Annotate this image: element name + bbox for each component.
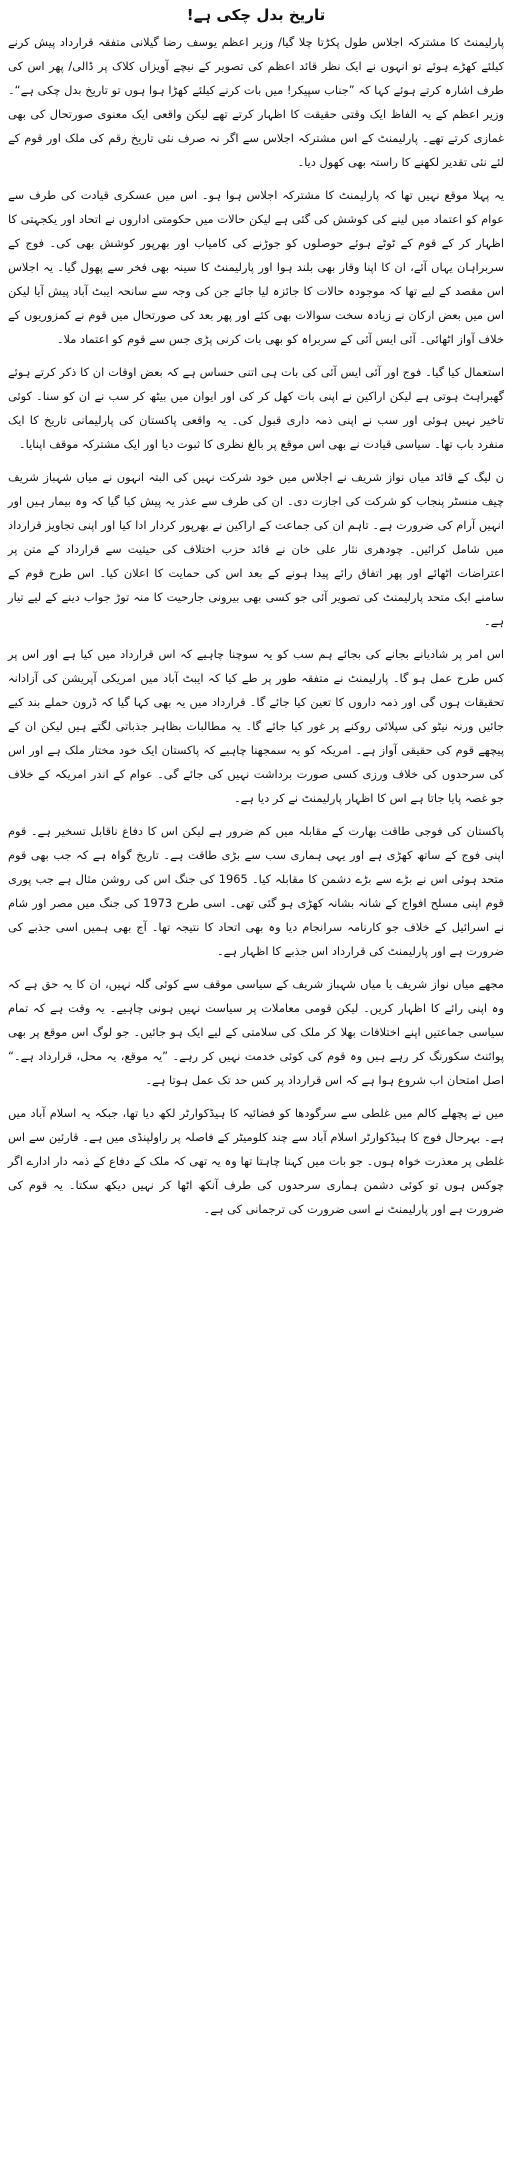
article-paragraph: ن لیگ کے قائد میاں نواز شریف نے اجلاس میں خود شرکت نہیں کی البتہ انہوں نے میاں شہباز شریف چیف منسٹر پنجاب کو شرکت کی اجازت دی۔ ان کی طرف سے عذر یہ پیش کیا گیا کہ وہ بیمار ہیں اور انہیں آرام کی ضرورت ہے۔ تاہم ان کی جماعت کے اراکین نے بھرپور کردار ادا کیا اور اپنی تجاویز قرارداد میں شامل کرائیں۔ چودھری نثار علی خان نے قائد حزب اختلاف کی حیثیت سے قرارداد کے متن پر اعتراضات اٹھائے اور پھر اتفاق رائے پیدا ہونے کے بعد اس کی حمایت کا اعلان کیا۔ اس طرح قوم کے سامنے ایک متحد پارلیمنٹ کی تصویر آئی جو کسی بھی بیرونی جارحیت کا منہ توڑ جواب دینے کے لیے تیار ہے۔ <box>8 470 504 628</box>
article-paragraph: استعمال کیا گیا۔ فوج اور آئی ایس آئی کی بات ہی اتنی حساس ہے کہ بعض اوقات ان کا ذکر کرتے ہوئے گھبراہٹ ہوتی ہے لیکن اراکین نے اپنی بات کھل کر کی اور ایوان میں بیٹھ کر سب نے ان کو سنا۔ کوئی تاخیر نہیں ہوئی اور سب نے اپنی ذمہ داری قبول کی۔ یہ واقعی پاکستان کی پارلیمانی تاریخ کا ایک منفرد باب تھا۔ سیاسی قیادت نے بھی اس موقع پر بالغ نظری کا ثبوت دیا اور ایک مشترکہ موقف اپنایا۔ <box>8 365 504 451</box>
article-paragraph: میں نے پچھلے کالم میں غلطی سے سرگودھا کو فضائیہ کا ہیڈکوارٹر لکھ دیا تھا، جبکہ یہ اسلام آباد میں ہے۔ بہرحال فوج کا ہیڈکوارٹر اسلام آباد سے چند کلومیٹر کے فاصلہ پر راولپنڈی میں ہے۔ قارئین سے اس غلطی پر معذرت خواہ ہوں۔ جو بات میں کہنا چاہتا تھا وہ یہ تھی کہ ملک کے دفاع کے ذمہ دار ادارے اگر چوکس ہوں تو کوئی دشمن ہماری سرحدوں کی طرف آنکھ اٹھا کر نہیں دیکھ سکتا۔ یہ قوم کی ضرورت ہے اور پارلیمنٹ نے اسی ضرورت کی ترجمانی کی ہے۔ <box>8 1106 504 1216</box>
article-paragraph: مجھے میاں نواز شریف یا میاں شہباز شریف کے سیاسی موقف سے کوئی گلہ نہیں، ان کا یہ حق ہے کہ وہ اپنی رائے کا اظہار کریں۔ لیکن قومی معاملات پر سیاست نہیں ہونی چاہیے۔ یہ وقت ہے کہ تمام سیاسی جماعتیں اپنے اختلافات بھلا کر ملک کی سلامتی کے لیے ایک ہو جائیں۔ جو لوگ اس موقع پر بھی پوائنٹ سکورنگ کر رہے ہیں وہ قوم کی کوئی خدمت نہیں کر رہے۔ ”یہ موقع، یہ محل، قرارداد ہے۔“ اصل امتحان اب شروع ہوا ہے کہ اس قرارداد پر کس حد تک عمل ہوتا ہے۔ <box>8 977 504 1087</box>
article-paragraph: اس امر پر شادیانے بجانے کی بجائے ہم سب کو یہ سوچنا چاہیے کہ اس قرارداد میں کیا ہے اور اس پر کس طرح عمل ہو گا۔ پارلیمنٹ نے متفقہ طور پر طے کیا کہ ایبٹ آباد میں امریکی آپریشن کی آزادانہ تحقیقات ہوں گی اور ذمہ داروں کا تعین کیا جائے گا۔ قرارداد میں یہ بھی کہا گیا کہ ڈرون حملے بند کیے جائیں ورنہ نیٹو کی سپلائی روکنے پر غور کیا جائے گا۔ یہ مطالبات بظاہر جذباتی لگتے ہیں لیکن ان کے پیچھے قوم کی حقیقی آواز ہے۔ امریکہ کو یہ سمجھنا چاہیے کہ پاکستان ایک خود مختار ملک ہے اور اس کی سرحدوں کی خلاف ورزی کسی صورت برداشت نہیں کی جائے گی۔ عوام کے اندر امریکہ کے خلاف جو غصہ پایا جاتا ہے اس کا اظہار پارلیمنٹ نے کر دیا ہے۔ <box>8 647 504 805</box>
article-title: تاریخ بدل چکی ہے! <box>186 6 326 24</box>
article-paragraph: پارلیمنٹ کا مشترکہ اجلاس طول پکڑتا چلا گیا/ وزیر اعظم یوسف رضا گیلانی متفقہ قرارداد پیش کرنے کیلئے کھڑے ہوئے تو انہوں نے ایک نظر قائد اعظم کی تصویر کے نیچے آویزاں کلاک پر ڈالی/ پھر اس کی طرف اشارہ کرتے ہوئے کہا کہ ”جناب سپیکر! میں بات کرنے کیلئے کھڑا ہوا ہوں تو تاریخ بدل چکی ہے“۔ وزیر اعظم کے یہ الفاظ ایک وقتی حقیقت کا اظہار کرتے تھے لیکن واقعی ایک معنوی صورتحال کی بھی غمازی کرتے تھے۔ پارلیمنٹ کے اس مشترکہ اجلاس سے اگر نہ صرف نئی تاریخ رقم کی ملک اور قوم کے لئے نئی تقدیر لکھنے کا راستہ بھی کھول دیا۔ <box>8 35 504 169</box>
article-body <box>8 30 504 1221</box>
article-paragraph: یہ پہلا موقع نہیں تھا کہ پارلیمنٹ کا مشترکہ اجلاس ہوا ہو۔ اس میں عسکری قیادت کی طرف سے عوام کو اعتماد میں لینے کی کوشش کی گئی ہے لیکن حالات میں حکومتی اداروں نے اتحاد اور یکجہتی کا اظہار کر کے قوم کے ٹوٹے ہوئے حوصلوں کو جوڑنے کی کامیاب اور بھرپور کوشش بھی کی۔ فوج کے سربراہان یہاں آئے، ان کا اپنا وقار بھی بلند ہوا اور پارلیمنٹ کا سینہ بھی فخر سے پھول گیا۔ یہ اجلاس اس مقصد کے لیے تھا کہ موجودہ حالات کا جائزہ لیا جائے جن کی وجہ سے سانحہ ایبٹ آباد پیش آیا لیکن اس میں بعض ارکان نے زیادہ سخت سوالات بھی کئے اور پھر بعد کی صورتحال میں قوم نے کمزوریوں کے خلاف آواز اٹھائی۔ آئی ایس آئی کے سربراہ کو بھی بات کرنی پڑی جس سے قوم کو اعتماد ملا۔ <box>8 188 504 346</box>
article-paragraph: پاکستان کی فوجی طاقت بھارت کے مقابلہ میں کم ضرور ہے لیکن اس کا دفاع ناقابل تسخیر ہے۔ قوم اپنی فوج کے ساتھ کھڑی ہے اور یہی ہماری سب سے بڑی طاقت ہے۔ تاریخ گواہ ہے کہ جب بھی قوم متحد ہوئی اس نے بڑے سے بڑے دشمن کا مقابلہ کیا۔ 1965 کی جنگ اس کی روشن مثال ہے جب پوری قوم اپنی مسلح افواج کے شانہ بشانہ کھڑی ہو گئی تھی۔ اسی طرح 1973 کی جنگ میں مصر اور شام نے اسرائیل کے خلاف جو کارنامہ سرانجام دیا وہ بھی اتحاد کا نتیجہ تھا۔ آج بھی ہمیں اسی جذبے کی ضرورت ہے اور پارلیمنٹ کی قرارداد اس جذبے کا اظہار ہے۔ <box>8 824 504 958</box>
